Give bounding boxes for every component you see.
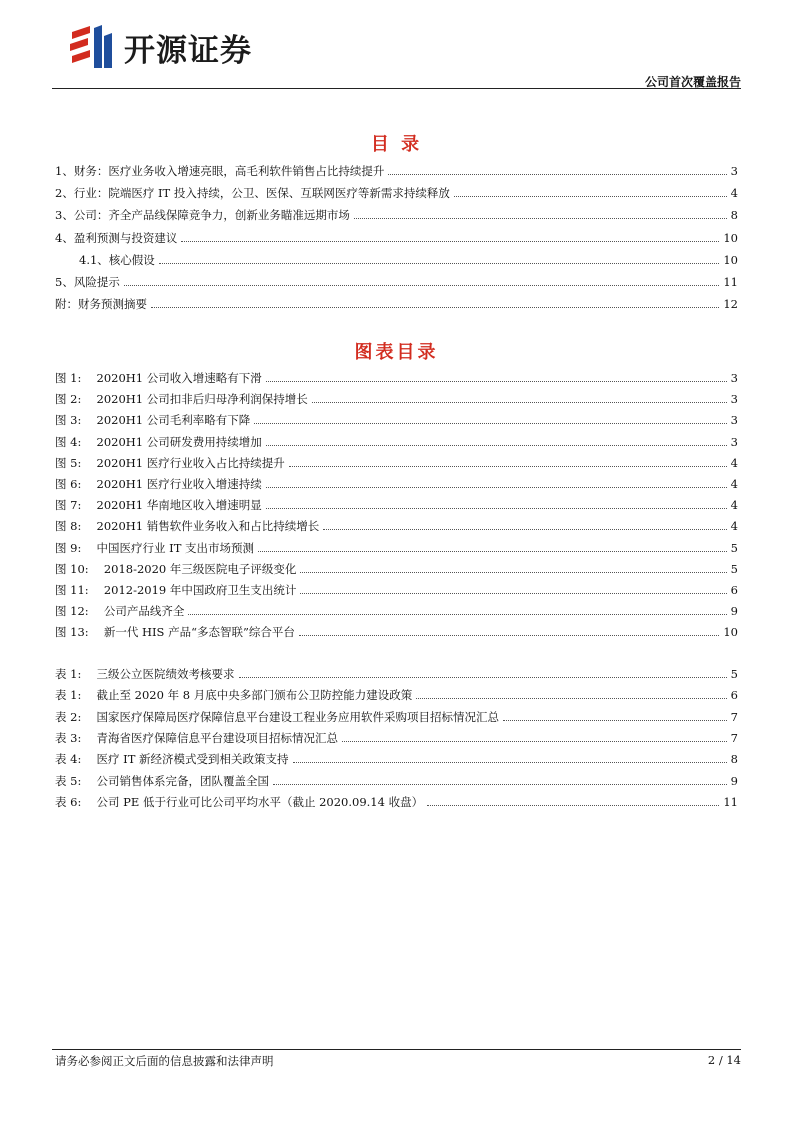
toc-entry[interactable] xyxy=(55,621,738,639)
dot-leader xyxy=(323,529,726,530)
dot-leader xyxy=(299,635,720,636)
dot-leader xyxy=(427,805,719,806)
entry-label: 附：财务预测摘要 xyxy=(55,297,147,312)
entry-label: 表 1: 三级公立医院绩效考核要求 xyxy=(55,667,235,681)
entry-label: 图 10: 2018-2020 年三级医院电子评级变化 xyxy=(55,561,297,576)
entry-page-number: 4 xyxy=(730,498,738,513)
entry-label: 表 2: 国家医疗保障局医疗保障信息平台建设工程业务应用软件采购项目招标情况汇总 xyxy=(55,709,499,724)
entry-label: 图 6: 2020H1 医疗行业收入增速持续 xyxy=(55,477,262,491)
entry-page-number: 10 xyxy=(723,252,738,267)
entry-label: 图 4: 2020H1 公司研发费用持续增加 xyxy=(55,434,262,449)
toc-entry[interactable] xyxy=(55,600,738,618)
entry-page-number: 3 xyxy=(730,434,738,449)
dot-leader xyxy=(258,551,727,552)
entry-page-number: 11 xyxy=(723,794,738,809)
entry-page-number: 3 xyxy=(730,392,738,407)
dot-leader xyxy=(266,381,727,382)
toc-entry[interactable] xyxy=(55,388,738,406)
toc-entry[interactable] xyxy=(55,473,738,491)
entry-page-number: 3 xyxy=(730,164,738,178)
toc-entry[interactable] xyxy=(55,579,738,597)
dot-leader xyxy=(181,241,719,242)
dot-leader xyxy=(342,741,727,742)
toc-entry[interactable] xyxy=(55,182,738,200)
toc-entry[interactable] xyxy=(55,770,738,788)
toc-entry[interactable] xyxy=(79,249,738,267)
footer-disclaimer: 请务必参阅正文后面的信息披露和法律声明 xyxy=(55,1054,274,1068)
dot-leader xyxy=(124,285,720,286)
report-type-label: 公司首次覆盖报告 xyxy=(644,75,741,89)
entry-label: 2、行业：院端医疗 IT 投入持续，公卫、医保、互联网医疗等新需求持续释放 xyxy=(55,186,450,201)
entry-page-number: 8 xyxy=(730,208,738,223)
entry-label: 表 4: 医疗 IT 新经济模式受到相关政策支持 xyxy=(55,752,289,767)
entry-page-number: 11 xyxy=(723,275,738,289)
entry-label: 表 6: 公司 PE 低于行业可比公司平均水平（截止 2020.09.14 收盘） xyxy=(55,794,424,809)
dot-leader xyxy=(239,677,727,678)
toc-entry[interactable] xyxy=(55,367,738,385)
entry-label: 4.1、核心假设 xyxy=(79,252,155,267)
dot-leader xyxy=(300,572,726,573)
dot-leader xyxy=(293,762,727,763)
dot-leader xyxy=(254,423,726,424)
toc-entry[interactable] xyxy=(55,558,738,576)
toc-entry[interactable] xyxy=(55,515,738,533)
toc-entry[interactable] xyxy=(55,431,738,449)
entry-page-number: 8 xyxy=(730,752,738,767)
dot-leader xyxy=(266,445,727,446)
dot-leader xyxy=(188,614,726,615)
entry-label: 图 9: 中国医疗行业 IT 支出市场预测 xyxy=(55,540,255,555)
toc-entry[interactable] xyxy=(55,409,738,427)
dot-leader xyxy=(312,402,727,403)
entry-page-number: 4 xyxy=(730,519,738,534)
footer-divider xyxy=(52,1049,741,1050)
figures-title: 图表目录 xyxy=(354,342,439,363)
brand-logo xyxy=(66,22,252,72)
entry-page-number: 5 xyxy=(730,667,738,681)
dot-leader xyxy=(151,307,719,308)
toc-entry[interactable] xyxy=(55,727,738,745)
entry-page-number: 5 xyxy=(730,540,738,555)
page-number: 2 / 14 xyxy=(707,1053,741,1067)
entry-page-number: 7 xyxy=(730,730,738,745)
toc-entry[interactable] xyxy=(55,537,738,555)
toc-entry[interactable] xyxy=(55,271,738,289)
entry-page-number: 6 xyxy=(730,583,738,597)
entry-page-number: 6 xyxy=(730,688,738,703)
entry-page-number: 4 xyxy=(730,455,738,470)
entry-page-number: 7 xyxy=(730,709,738,724)
entry-page-number: 3 xyxy=(730,413,738,428)
entry-label: 图 5: 2020H1 医疗行业收入占比持续提升 xyxy=(55,455,285,470)
entry-page-number: 12 xyxy=(723,297,738,312)
entry-label: 图 3: 2020H1 公司毛利率略有下降 xyxy=(55,413,251,428)
toc-entry[interactable] xyxy=(55,204,738,222)
entry-label: 图 7: 2020H1 华南地区收入增速明显 xyxy=(55,498,262,513)
entry-label: 表 5: 公司销售体系完备，团队覆盖全国 xyxy=(55,773,270,788)
dot-leader xyxy=(266,508,727,509)
entry-label: 图 12: 公司产品线齐全 xyxy=(55,604,185,619)
dot-leader xyxy=(266,487,727,488)
toc-entry[interactable] xyxy=(55,452,738,470)
entry-label: 3、公司：齐全产品线保障竞争力，创新业务瞄准远期市场 xyxy=(55,208,350,223)
dot-leader xyxy=(416,698,726,699)
entry-page-number: 4 xyxy=(730,186,738,201)
entry-page-number: 10 xyxy=(723,625,738,640)
entry-label: 图 2: 2020H1 公司扣非后归母净利润保持增长 xyxy=(55,392,308,407)
toc-title: 目 录 xyxy=(370,134,423,155)
dot-leader xyxy=(289,466,727,467)
entry-label: 图 13: 新一代 HIS 产品“多态智联”综合平台 xyxy=(55,625,295,640)
dot-leader xyxy=(159,263,720,264)
entry-page-number: 10 xyxy=(723,230,738,245)
entry-label: 表 3: 青海省医疗保障信息平台建设项目招标情况汇总 xyxy=(55,730,338,745)
entry-label: 1、财务：医疗业务收入增速亮眼，高毛利软件销售占比持续提升 xyxy=(55,164,385,178)
toc-entry[interactable] xyxy=(55,227,738,245)
dot-leader xyxy=(273,784,727,785)
dot-leader xyxy=(300,593,726,594)
toc-entry[interactable] xyxy=(55,663,738,681)
entry-label: 图 1: 2020H1 公司收入增速略有下滑 xyxy=(55,371,262,385)
dot-leader xyxy=(388,174,726,175)
toc-entry[interactable] xyxy=(55,791,738,809)
toc-entry[interactable] xyxy=(55,706,738,724)
dot-leader xyxy=(503,720,727,721)
entry-page-number: 9 xyxy=(730,604,738,619)
entry-page-number: 5 xyxy=(730,561,738,576)
header-divider xyxy=(52,88,741,89)
toc-entry[interactable] xyxy=(55,494,738,512)
dot-leader xyxy=(354,218,727,219)
toc-entry[interactable] xyxy=(55,293,738,311)
entry-label: 图 8: 2020H1 销售软件业务收入和占比持续增长 xyxy=(55,519,320,534)
entry-label: 4、盈利预测与投资建议 xyxy=(55,230,178,245)
toc-entry[interactable] xyxy=(55,160,738,178)
toc-entry[interactable] xyxy=(55,748,738,766)
entry-page-number: 9 xyxy=(730,773,738,788)
brand-name: 开源证券 xyxy=(124,32,252,69)
kaiyuan-logo-icon xyxy=(66,22,118,72)
dot-leader xyxy=(454,196,727,197)
entry-page-number: 4 xyxy=(730,477,738,491)
toc-entry[interactable] xyxy=(55,684,738,702)
entry-label: 5、风险提示 xyxy=(55,275,120,289)
entry-label: 表 1: 截止至 2020 年 8 月底中央多部门颁布公卫防控能力建设政策 xyxy=(55,688,413,703)
entry-page-number: 3 xyxy=(730,371,738,385)
entry-label: 图 11: 2012-2019 年中国政府卫生支出统计 xyxy=(55,583,297,597)
